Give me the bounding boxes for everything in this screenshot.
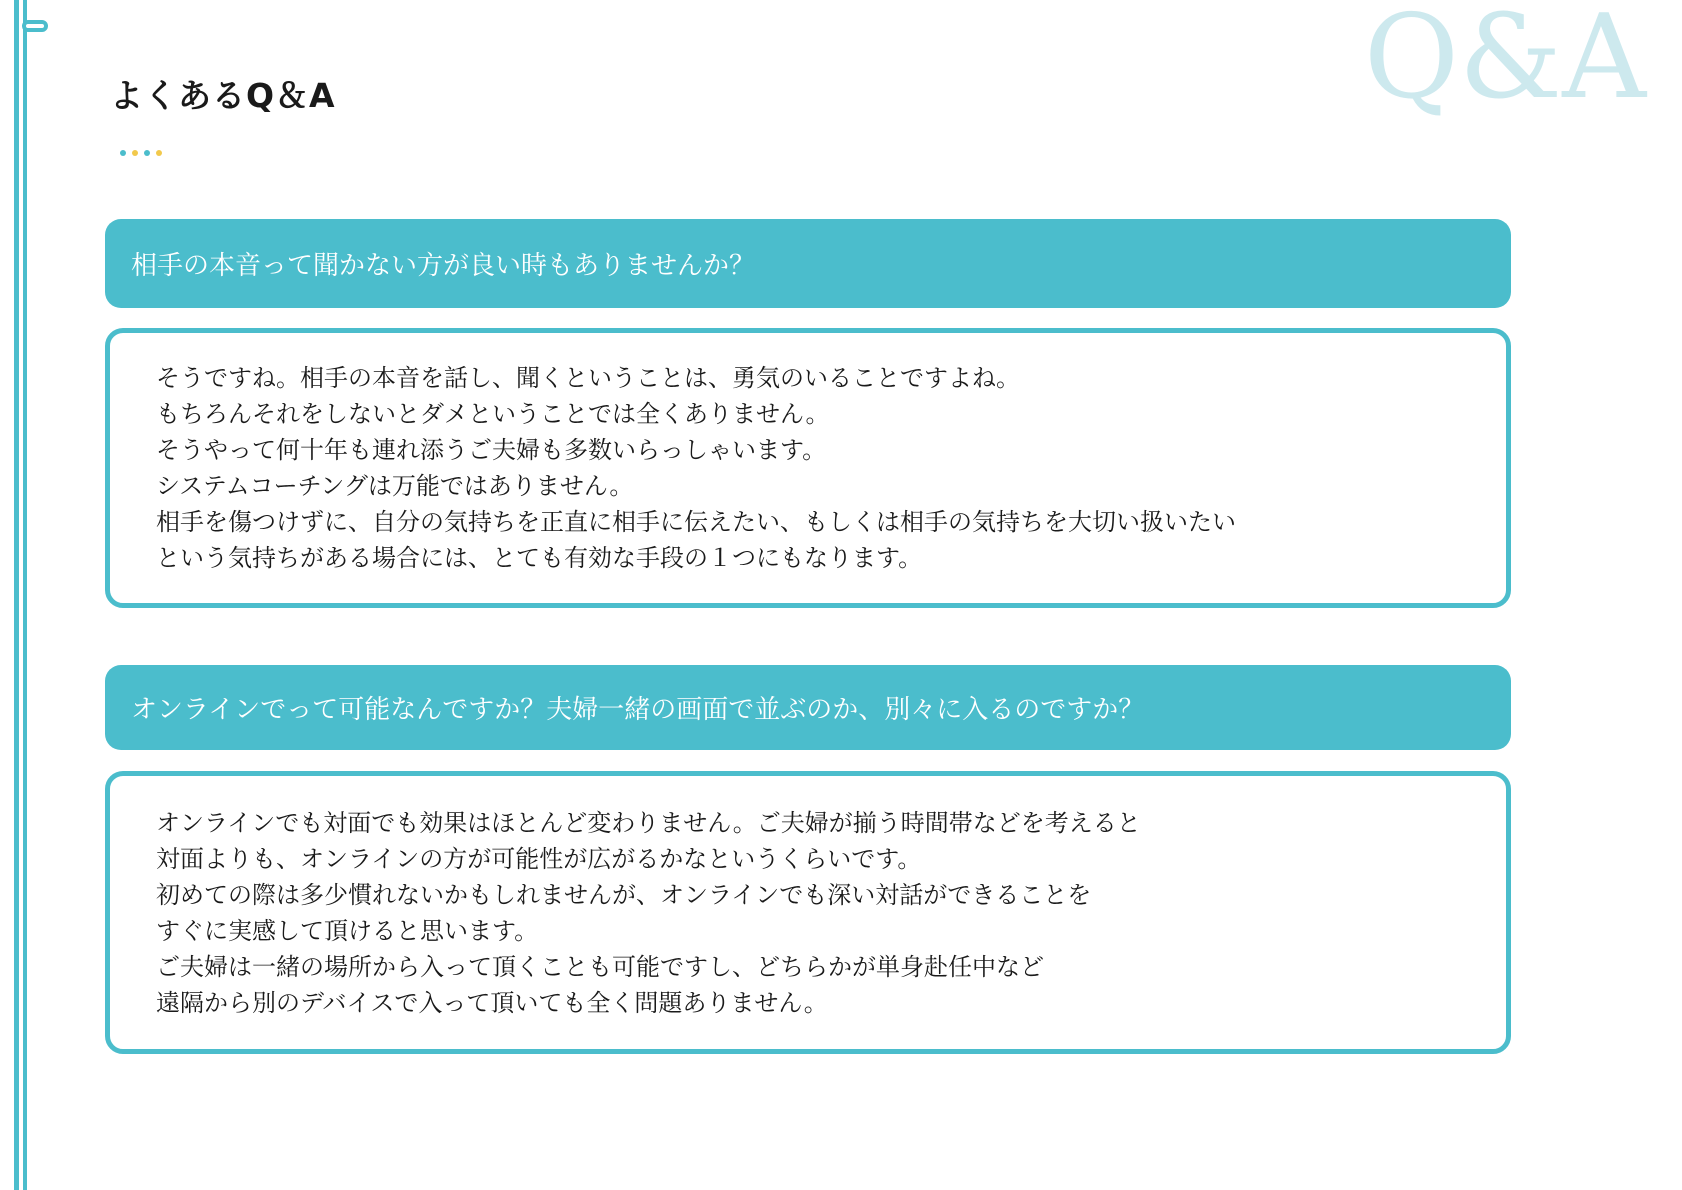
faq-question-1: [105, 219, 1511, 308]
dot-teal-1: [120, 150, 126, 156]
dot-yellow-2: [156, 150, 162, 156]
dot-teal-2: [144, 150, 150, 156]
faq-answer-2-line: ご夫婦は一緒の場所から入って頂くことも可能ですし、どちらかが単身赴任中など: [156, 952, 1044, 981]
faq-answer-2-line: 遠隔から別のデバイスで入って頂いても全く問題ありません。: [156, 988, 828, 1017]
page-title: よくあるQ＆A: [110, 76, 336, 115]
faq-answer-2-line: 対面よりも、オンラインの方が可能性が広がるかなというくらいです。: [156, 844, 922, 873]
faq-answer-1-line: もちろんそれをしないとダメということでは全くありません。: [156, 400, 830, 428]
faq-answer-1: [105, 328, 1511, 608]
rail-hook-decoration: [22, 20, 48, 32]
faq-answer-1-line: そうやって何十年も連れ添うご夫婦も多数いらっしゃいます。: [156, 436, 827, 464]
faq-answer-2-line: オンラインでも対面でも効果はほとんど変わりません。ご夫婦が揃う時間帯などを考えると: [156, 808, 1141, 837]
left-border-rail-inner: [23, 0, 27, 1190]
faq-answer-1-line: という気持ちがある場合には、とても有効な手段の１つにもなります。: [156, 544, 923, 572]
faq-answer-2-line: すぐに実感して頂けると思います。: [156, 916, 539, 945]
faq-question-1-text: 相手の本音って聞かない方が良い時もありませんか？: [131, 251, 756, 281]
faq-question-2-text: オンラインでって可能なんですか？夫婦一緒の画面で並ぶのか、別々に入るのですか？: [131, 695, 1145, 725]
title-dots-decoration: [120, 150, 162, 156]
dot-yellow-1: [132, 150, 138, 156]
faq-answer-2: [105, 771, 1511, 1054]
faq-answer-1-line: 相手を傷つけずに、自分の気持ちを正直に相手に伝えたい、もしくは相手の気持ちを大切い扱いたい: [156, 508, 1236, 536]
faq-answer-1-line: システムコーチングは万能ではありません。: [156, 472, 634, 500]
faq-answer-1-line: そうですね。相手の本音を話し、聞くということは、勇気のいることですよね。: [156, 364, 1020, 392]
faq-answer-2-line: 初めての際は多少慣れないかもしれませんが、オンラインでも深い対話ができることを: [156, 880, 1092, 909]
faq-question-2: [105, 665, 1511, 750]
left-border-rail-outer: [14, 0, 19, 1190]
qa-watermark: Q&A: [1363, 0, 1646, 125]
